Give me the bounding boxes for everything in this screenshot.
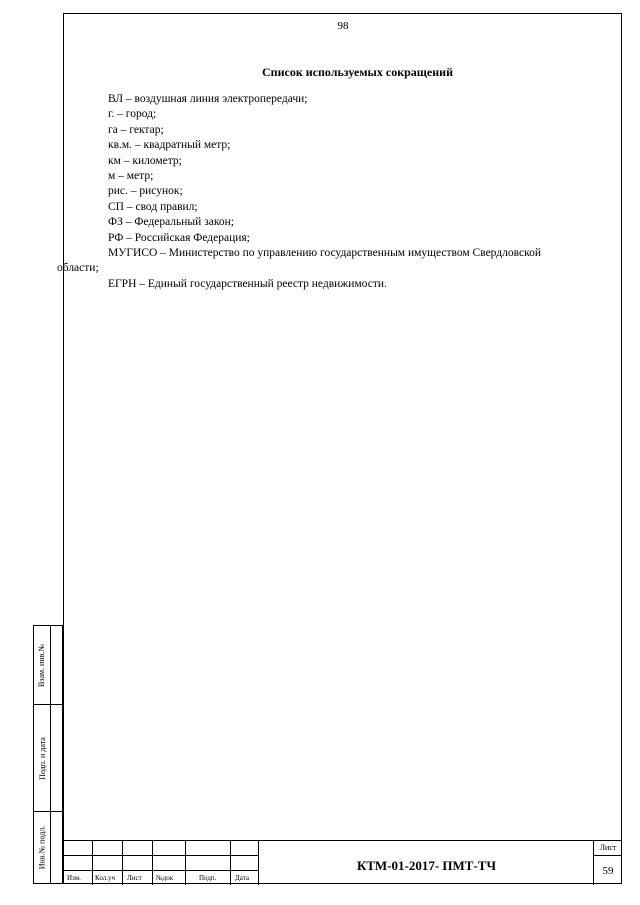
caption-podp: Подп. [199, 874, 217, 882]
list-item: кв.м. – квадратный метр; [108, 139, 231, 152]
side-box-inv [33, 811, 63, 884]
caption-list: Лист [127, 874, 142, 882]
list-item: СП – свод правил; [108, 200, 198, 213]
caption-kolich: Кол.уч [95, 874, 115, 882]
caption-ndok: №док [156, 874, 174, 882]
document-code: КТМ-01-2017- ПМТ-ТЧ [356, 858, 497, 873]
list-item: МУГИСО – Министерство по управлению государственным имуществом Свердловской [108, 247, 541, 260]
list-item: РФ – Российская Федерация; [108, 231, 250, 244]
abbreviation-list [57, 92, 608, 292]
list-item: ЕГРН – Единый государственный реестр недвижимости. [108, 277, 387, 290]
sheet-number: 59 [602, 865, 614, 877]
list-item: ВЛ – воздушная линия электропередачи; [108, 93, 308, 105]
side-label-vzam: Взам. инв.№ [37, 643, 47, 687]
list-item: рис. – рисунок; [108, 185, 183, 198]
sheet-box [593, 841, 622, 885]
list-item: га – гектар; [108, 123, 164, 136]
caption-data: Дата [235, 874, 249, 882]
list-item-continuation: области; [57, 262, 99, 275]
list-item: г. – город; [108, 108, 157, 121]
list-item: ФЗ – Федеральный закон; [108, 216, 234, 229]
side-box-vzam [33, 625, 63, 705]
section-heading: Список используемых сокращений [262, 65, 453, 79]
page-number: 98 [337, 20, 349, 32]
sheet-label: Лист [599, 843, 617, 852]
list-item: км – километр; [108, 154, 182, 167]
side-label-podp: Подп. и дата [37, 736, 47, 780]
side-box-podp [33, 704, 63, 812]
caption-izm: Изм. [67, 874, 81, 882]
title-block [63, 840, 622, 885]
side-label-inv: Инв.№ подл. [37, 825, 47, 870]
list-item: м – метр; [108, 170, 154, 183]
